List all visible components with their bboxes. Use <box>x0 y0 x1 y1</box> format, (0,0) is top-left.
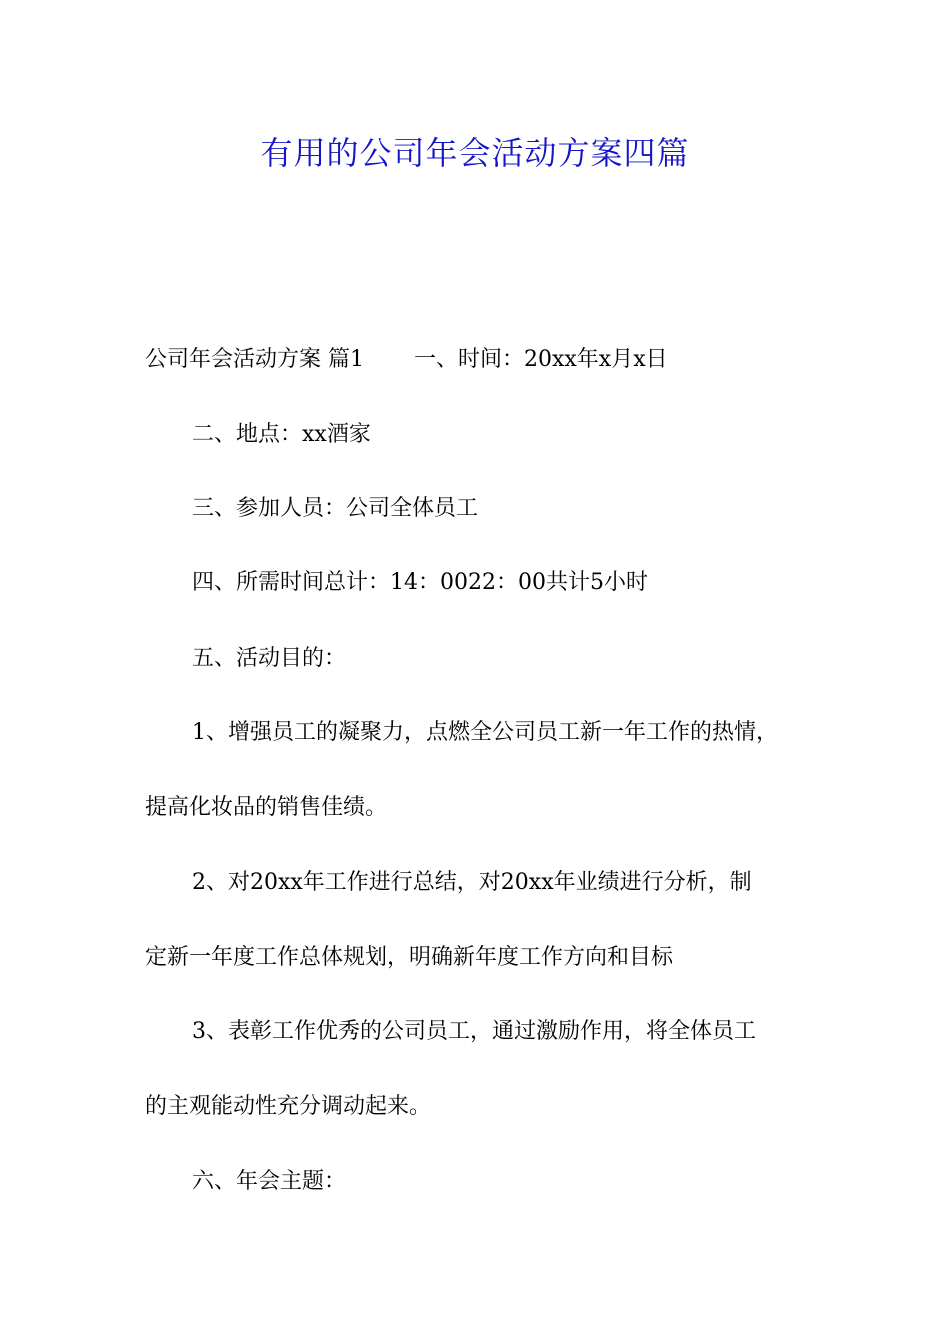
line-purpose-2a: 2、对20xx年工作进行总结，对20xx年业绩进行分析，制 <box>192 870 752 895</box>
line-duration: 四、所需时间总计：14：0022：00共计5小时 <box>192 570 648 595</box>
line-location: 二、地点：xx酒家 <box>192 422 371 447</box>
section-heading: 公司年会活动方案 篇1 <box>145 347 364 372</box>
line-purpose-3b: 的主观能动性充分调动起来。 <box>145 1094 432 1119</box>
first-paragraph <box>145 345 668 375</box>
document-title: 有用的公司年会活动方案四篇 <box>260 134 690 172</box>
line-purpose-1a: 1、增强员工的凝聚力，点燃全公司员工新一年工作的热情， <box>192 720 778 745</box>
line-time: 一、时间：20xx年x月x日 <box>414 347 668 372</box>
line-participants: 三、参加人员：公司全体员工 <box>192 496 479 521</box>
line-purpose-heading: 五、活动目的： <box>192 646 347 671</box>
line-purpose-3a: 3、表彰工作优秀的公司员工，通过激励作用，将全体员工 <box>192 1019 756 1044</box>
line-theme-heading: 六、年会主题： <box>192 1169 347 1194</box>
line-purpose-2b: 定新一年度工作总体规划，明确新年度工作方向和目标 <box>145 945 674 970</box>
line-purpose-1b: 提高化妆品的销售佳绩。 <box>145 795 388 820</box>
